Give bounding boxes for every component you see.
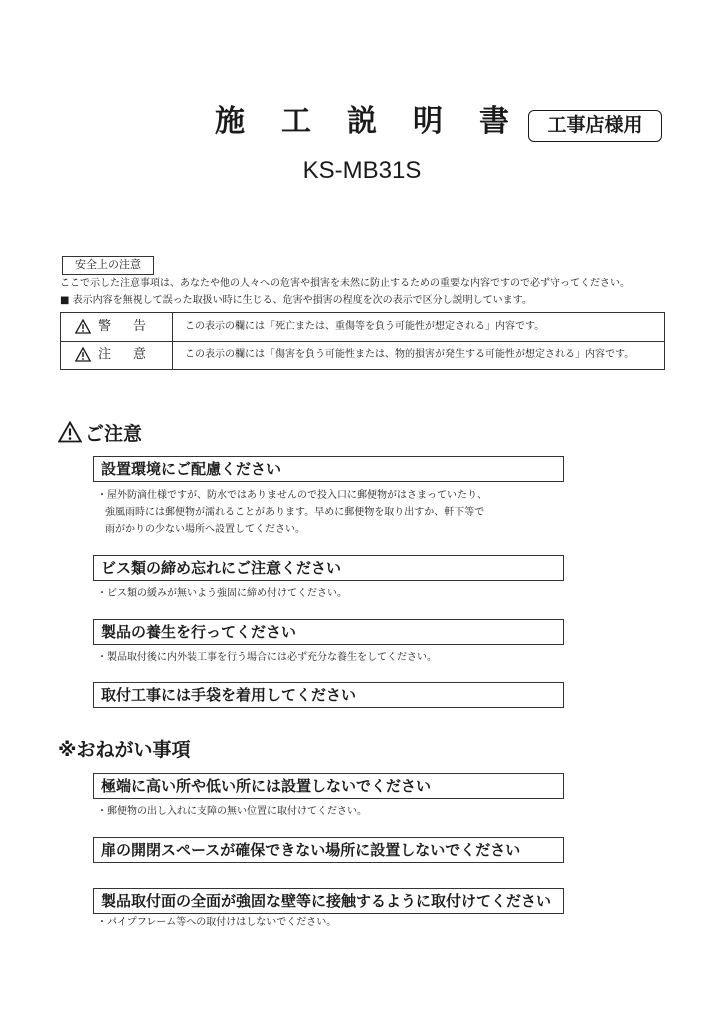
warning-triangle-icon xyxy=(58,421,82,443)
warning-triangle-icon xyxy=(75,319,91,334)
caution-heading xyxy=(58,421,142,447)
title-char: 書 xyxy=(479,104,527,139)
hazard-description: この表示の欄には「死亡または、重傷等を負う可能性が想定される」内容です。 xyxy=(185,321,545,332)
hazard-label: 注意 xyxy=(97,347,168,362)
caution-item-text xyxy=(97,521,305,538)
title-char: 説 xyxy=(347,104,395,139)
title-char: 明 xyxy=(413,104,461,139)
model-number: KS-MB31S xyxy=(302,157,422,184)
hazard-row-caution xyxy=(61,341,664,369)
caution-item-title: 取付工事には手袋を着用してください xyxy=(93,682,564,708)
caution-item-text: ・屋外防滴仕様ですが、防水ではありませんので投入口に郵便物がはさまっていたり、 xyxy=(97,490,487,501)
caution-item-text: ・製品取付後に内外装工事を行う場合には必ず充分な養生をしてください。 xyxy=(97,652,437,663)
caution-item-text-line: 強風雨時には郵便物が濡れることがあります。早めに郵便物を取り出すか、軒下等で xyxy=(105,507,485,518)
hazard-label-cell xyxy=(61,341,173,369)
request-item-title: 扉の開閉スペースが確保できない場所に設置しないでください xyxy=(93,837,564,863)
request-item-text: ・パイプフレーム等への取付けはしないでください。 xyxy=(97,917,337,928)
caution-item-title: 製品の養生を行ってください xyxy=(93,619,564,645)
caution-item-title: ビス類の締め忘れにご注意ください xyxy=(93,555,564,581)
title-char: 工 xyxy=(281,104,329,139)
request-heading: ※おねがい事項 xyxy=(58,739,191,761)
audience-badge: 工事店様用 xyxy=(528,110,662,142)
warning-triangle-icon xyxy=(75,347,91,362)
caution-item-title: 設置環境にご配慮ください xyxy=(93,456,564,482)
caution-item-text-line: 雨がかりの少ない場所へ設置してください。 xyxy=(105,524,305,535)
hazard-label-cell xyxy=(61,313,173,341)
hazard-label: 警告 xyxy=(97,319,168,334)
safety-intro: ここで示した注意事項は、あなたや他の人々への危害や損害を未然に防止するための重要な内容ですので必ず守ってください。 xyxy=(60,278,630,289)
request-item-title: 極端に高い所や低い所には設置しないでください xyxy=(93,773,564,799)
hazard-definition-table xyxy=(60,312,665,370)
safety-intro-note: ■ 表示内容を無視して誤った取扱い時に生じる、危害や損害の程度を次の表示で区分し説明しています。 xyxy=(60,295,532,306)
caution-item-text: ・ビス類の緩みが無いよう強固に締め付けてください。 xyxy=(97,588,347,599)
hazard-description: この表示の欄には「傷害を負う可能性または、物的損害が発生する可能性が想定される」内容です。 xyxy=(185,349,635,360)
hazard-row-warning xyxy=(61,313,664,342)
caution-heading-text: ご注意 xyxy=(85,423,143,445)
caution-item-text xyxy=(97,504,484,521)
title-char: 施 xyxy=(215,104,263,139)
request-item-title: 製品取付面の全面が強固な壁等に接触するように取付けてください xyxy=(93,888,564,914)
request-item-text: ・郵便物の出し入れに支障の無い位置に取付けてください。 xyxy=(97,806,367,817)
safety-label: 安全上の注意 xyxy=(62,256,154,275)
